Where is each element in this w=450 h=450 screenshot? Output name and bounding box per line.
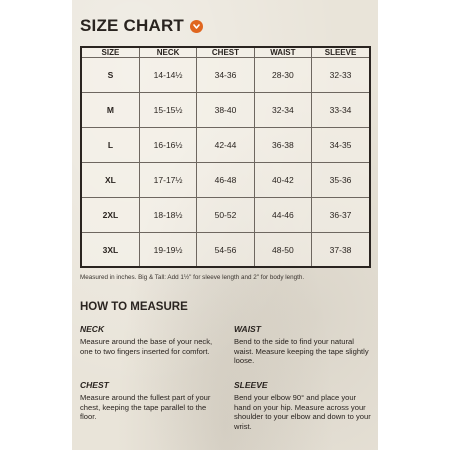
measure-sleeve [234, 380, 374, 431]
table-row [82, 128, 369, 163]
table-row [82, 198, 369, 233]
measure-label: WAIST [234, 324, 261, 334]
chevron-down-icon[interactable] [190, 20, 203, 33]
measure-neck [80, 324, 220, 356]
measurement-note: Measured in inches. Big & Tall: Add 1½" for sleeve length and 2" for body length. [80, 274, 305, 281]
waist-cell: 40-42 [254, 163, 311, 198]
chest-cell: 38-40 [197, 93, 254, 128]
size-cell: S [82, 58, 139, 93]
measure-description: Bend your elbow 90° and place your hand on your hip. Measure across your shoulder to your elbow and down to your wrist. [234, 393, 371, 431]
size-cell: XL [82, 163, 139, 198]
how-to-measure-heading: HOW TO MEASURE [80, 301, 188, 313]
col-header-waist: WAIST [254, 48, 311, 58]
sleeve-cell: 33-34 [312, 93, 369, 128]
sleeve-cell: 32-33 [312, 58, 369, 93]
neck-cell: 18-18½ [139, 198, 196, 233]
size-chart-card [72, 0, 378, 450]
chest-cell: 42-44 [197, 128, 254, 163]
size-cell: M [82, 93, 139, 128]
measure-label: CHEST [80, 380, 109, 390]
chest-cell: 54-56 [197, 233, 254, 267]
measure-description: Measure around the base of your neck, one to two fingers inserted for comfort. [80, 337, 213, 356]
col-header-neck: NECK [139, 48, 196, 58]
col-header-sleeve: SLEEVE [312, 48, 369, 58]
sleeve-cell: 37-38 [312, 233, 369, 267]
size-cell: 3XL [82, 233, 139, 267]
measure-chest [80, 380, 220, 422]
size-cell: L [82, 128, 139, 163]
col-header-size: SIZE [82, 48, 139, 58]
waist-cell: 36-38 [254, 128, 311, 163]
waist-cell: 28-30 [254, 58, 311, 93]
col-header-chest: CHEST [197, 48, 254, 58]
table-row [82, 163, 369, 198]
chest-cell: 46-48 [197, 163, 254, 198]
table-header-row [82, 48, 369, 58]
neck-cell: 16-16½ [139, 128, 196, 163]
sleeve-cell: 35-36 [312, 163, 369, 198]
neck-cell: 19-19½ [139, 233, 196, 267]
measure-label: NECK [80, 324, 105, 334]
size-cell: 2XL [82, 198, 139, 233]
neck-cell: 14-14½ [139, 58, 196, 93]
neck-cell: 17-17½ [139, 163, 196, 198]
waist-cell: 32-34 [254, 93, 311, 128]
waist-cell: 44-46 [254, 198, 311, 233]
neck-cell: 15-15½ [139, 93, 196, 128]
measure-label: SLEEVE [234, 380, 268, 390]
table-row [82, 93, 369, 128]
chest-cell: 50-52 [197, 198, 254, 233]
chest-cell: 34-36 [197, 58, 254, 93]
header [80, 16, 203, 36]
measure-description: Bend to the side to find your natural waist. Measure keeping the tape slightly loose. [234, 337, 369, 365]
sleeve-cell: 36-37 [312, 198, 369, 233]
table-row [82, 233, 369, 267]
size-table [80, 46, 371, 268]
table-row [82, 58, 369, 93]
measure-waist [234, 324, 374, 366]
waist-cell: 48-50 [254, 233, 311, 267]
measure-description: Measure around the fullest part of your chest, keeping the tape parallel to the floor. [80, 393, 211, 421]
sleeve-cell: 34-35 [312, 128, 369, 163]
page-title: SIZE CHART [80, 16, 184, 35]
